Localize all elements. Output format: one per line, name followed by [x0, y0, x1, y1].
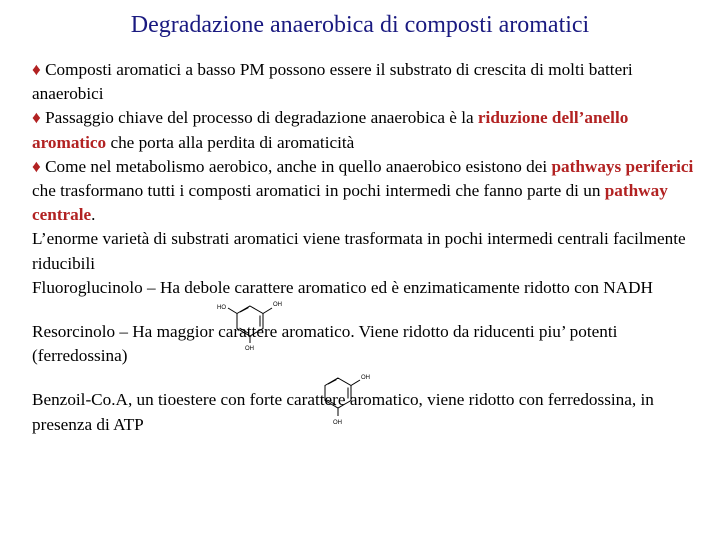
resorcinol-label-oh-right: OH [361, 375, 370, 381]
bullet-2 [32, 106, 697, 154]
bullet-3-highlight-peripheral: pathways periferici [551, 156, 694, 176]
bullet-2-text: Passaggio chiave del processo di degradazione anaerobica è la [40, 108, 478, 128]
bullet-2-highlight: riduzione dell’anello aromatico [32, 108, 629, 152]
slide-title: Degradazione anaerobica di composti aromatici [130, 12, 590, 38]
diamond-bullet-icon: ♦ [32, 60, 41, 79]
bullet-3-text-end: . [91, 205, 96, 225]
paragraph-resorcinol: Resorcinolo – Ha maggior carattere aromatico. Viene ridotto da riducenti piu’ potenti (ferredossina) [32, 322, 618, 366]
diamond-bullet-icon: ♦ [32, 156, 41, 176]
bullet-3 [32, 155, 697, 228]
resorcinol-structure-icon [310, 368, 380, 428]
bullet-1 [32, 58, 697, 106]
phloroglucinol-structure-icon [212, 296, 292, 352]
paragraph-benzoyl-coa: Benzoil-Co.A, un tioestere con forte carattere aromatico, viene ridotto con ferredossina, in presenza di ATP [32, 390, 654, 434]
bullet-3-text: Come nel metabolismo aerobico, anche in quello anaerobico esistono dei [40, 156, 552, 176]
bullet-3-text-mid: che trasformano tutti i composti aromatici in pochi intermedi che fanno parte di un [32, 181, 605, 201]
bullet-1-text: Composti aromatici a basso PM possono essere il substrato di crescita di molti batteri anaerobici [32, 60, 633, 104]
phloroglucinol-label-oh-right: OH [273, 302, 282, 308]
phloroglucinol-label-oh-bottom: OH [245, 346, 254, 352]
paragraph-substrates: L’enorme varietà di substrati aromatici viene trasformata in pochi intermedi centrali facilmente riducibili [32, 229, 686, 273]
diamond-bullet-icon: ♦ [32, 108, 41, 128]
resorcinol-label-oh-bottom: OH [333, 420, 342, 426]
paragraph-phloroglucinol: Fluoroglucinolo – Ha debole carattere aromatico ed è enzimaticamente ridotto con NADH [32, 277, 653, 297]
bullet-2-text-end: che porta alla perdita di aromaticità [106, 132, 355, 152]
bullet-3-highlight-central: pathway centrale [32, 181, 668, 225]
phloroglucinol-label-ho: HO [217, 305, 226, 311]
